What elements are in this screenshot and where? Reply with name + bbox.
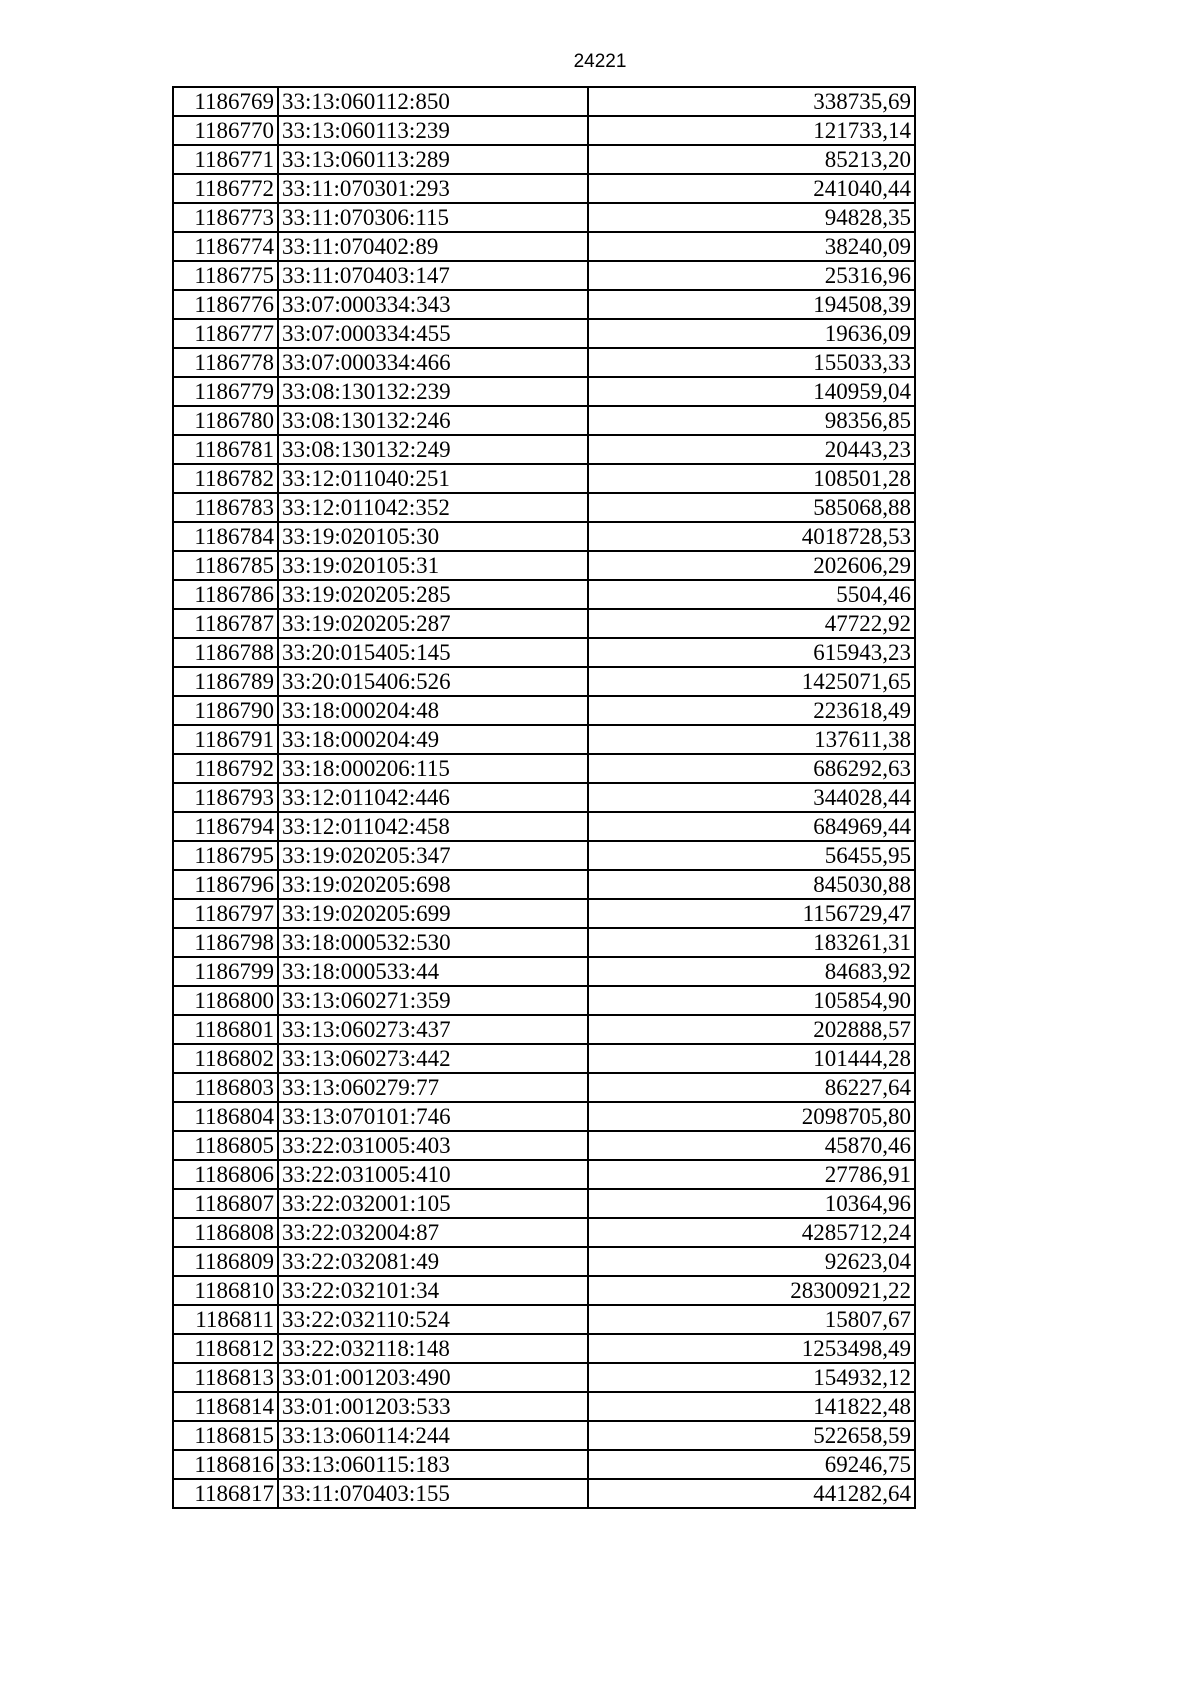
cadastral-number-cell: 33:11:070301:293 (278, 174, 588, 203)
table-row (173, 290, 915, 319)
cadastral-value-cell: 441282,64 (588, 1479, 915, 1508)
table-row (173, 1392, 915, 1421)
cadastral-number-cell: 33:13:060114:244 (278, 1421, 588, 1450)
cadastral-number-cell: 33:13:060112:850 (278, 87, 588, 116)
table-body (173, 87, 915, 1508)
row-number-cell: 1186773 (173, 203, 278, 232)
cadastral-value-cell: 845030,88 (588, 870, 915, 899)
cadastral-value-cell: 344028,44 (588, 783, 915, 812)
row-number-cell: 1186805 (173, 1131, 278, 1160)
row-number-cell: 1186809 (173, 1247, 278, 1276)
cadastral-number-cell: 33:19:020205:287 (278, 609, 588, 638)
cadastral-value-cell: 241040,44 (588, 174, 915, 203)
cadastral-number-cell: 33:22:032081:49 (278, 1247, 588, 1276)
cadastral-value-cell: 522658,59 (588, 1421, 915, 1450)
row-number-cell: 1186776 (173, 290, 278, 319)
cadastral-number-cell: 33:22:032001:105 (278, 1189, 588, 1218)
row-number-cell: 1186793 (173, 783, 278, 812)
row-number-cell: 1186778 (173, 348, 278, 377)
cadastral-number-cell: 33:19:020205:285 (278, 580, 588, 609)
row-number-cell: 1186775 (173, 261, 278, 290)
table-row (173, 1015, 915, 1044)
row-number-cell: 1186807 (173, 1189, 278, 1218)
table-row (173, 957, 915, 986)
cadastral-value-cell: 223618,49 (588, 696, 915, 725)
row-number-cell: 1186789 (173, 667, 278, 696)
table-row (173, 841, 915, 870)
table-row (173, 1131, 915, 1160)
table-row (173, 1073, 915, 1102)
row-number-cell: 1186791 (173, 725, 278, 754)
table-row (173, 377, 915, 406)
table-row (173, 812, 915, 841)
row-number-cell: 1186804 (173, 1102, 278, 1131)
cadastral-number-cell: 33:01:001203:490 (278, 1363, 588, 1392)
cadastral-value-cell: 47722,92 (588, 609, 915, 638)
cadastral-value-cell: 94828,35 (588, 203, 915, 232)
row-number-cell: 1186792 (173, 754, 278, 783)
row-number-cell: 1186806 (173, 1160, 278, 1189)
row-number-cell: 1186808 (173, 1218, 278, 1247)
row-number-cell: 1186794 (173, 812, 278, 841)
cadastral-value-cell: 1156729,47 (588, 899, 915, 928)
cadastral-number-cell: 33:19:020205:698 (278, 870, 588, 899)
table-row (173, 87, 915, 116)
cadastral-value-cell: 202888,57 (588, 1015, 915, 1044)
row-number-cell: 1186771 (173, 145, 278, 174)
table-row (173, 145, 915, 174)
cadastral-number-cell: 33:12:011042:458 (278, 812, 588, 841)
table-row (173, 464, 915, 493)
cadastral-value-cell: 45870,46 (588, 1131, 915, 1160)
cadastral-number-cell: 33:11:070306:115 (278, 203, 588, 232)
row-number-cell: 1186814 (173, 1392, 278, 1421)
row-number-cell: 1186777 (173, 319, 278, 348)
cadastral-value-cell: 4285712,24 (588, 1218, 915, 1247)
table-row (173, 870, 915, 899)
cadastral-number-cell: 33:13:060271:359 (278, 986, 588, 1015)
row-number-cell: 1186790 (173, 696, 278, 725)
row-number-cell: 1186782 (173, 464, 278, 493)
row-number-cell: 1186811 (173, 1305, 278, 1334)
cadastral-number-cell: 33:07:000334:466 (278, 348, 588, 377)
table-row (173, 696, 915, 725)
cadastral-number-cell: 33:13:060273:437 (278, 1015, 588, 1044)
cadastral-value-cell: 121733,14 (588, 116, 915, 145)
cadastral-value-cell: 19636,09 (588, 319, 915, 348)
row-number-cell: 1186817 (173, 1479, 278, 1508)
cadastral-number-cell: 33:18:000204:49 (278, 725, 588, 754)
cadastral-value-table (172, 86, 916, 1509)
cadastral-value-cell: 27786,91 (588, 1160, 915, 1189)
cadastral-number-cell: 33:13:070101:746 (278, 1102, 588, 1131)
table-row (173, 1421, 915, 1450)
table-row (173, 1189, 915, 1218)
cadastral-number-cell: 33:22:031005:403 (278, 1131, 588, 1160)
cadastral-value-cell: 84683,92 (588, 957, 915, 986)
cadastral-number-cell: 33:22:032004:87 (278, 1218, 588, 1247)
cadastral-value-cell: 20443,23 (588, 435, 915, 464)
cadastral-number-cell: 33:19:020205:347 (278, 841, 588, 870)
row-number-cell: 1186788 (173, 638, 278, 667)
row-number-cell: 1186815 (173, 1421, 278, 1450)
cadastral-number-cell: 33:11:070403:147 (278, 261, 588, 290)
cadastral-number-cell: 33:12:011042:352 (278, 493, 588, 522)
cadastral-value-cell: 154932,12 (588, 1363, 915, 1392)
cadastral-number-cell: 33:01:001203:533 (278, 1392, 588, 1421)
cadastral-value-cell: 585068,88 (588, 493, 915, 522)
cadastral-number-cell: 33:20:015406:526 (278, 667, 588, 696)
cadastral-value-cell: 194508,39 (588, 290, 915, 319)
cadastral-value-cell: 137611,38 (588, 725, 915, 754)
cadastral-value-cell: 86227,64 (588, 1073, 915, 1102)
cadastral-number-cell: 33:13:060115:183 (278, 1450, 588, 1479)
row-number-cell: 1186801 (173, 1015, 278, 1044)
table-row (173, 1305, 915, 1334)
cadastral-number-cell: 33:18:000533:44 (278, 957, 588, 986)
cadastral-value-cell: 15807,67 (588, 1305, 915, 1334)
cadastral-value-cell: 1425071,65 (588, 667, 915, 696)
row-number-cell: 1186769 (173, 87, 278, 116)
table-row (173, 319, 915, 348)
table-row (173, 1479, 915, 1508)
cadastral-number-cell: 33:11:070402:89 (278, 232, 588, 261)
table-row (173, 551, 915, 580)
table-row (173, 1363, 915, 1392)
row-number-cell: 1186802 (173, 1044, 278, 1073)
table-row (173, 261, 915, 290)
cadastral-value-cell: 108501,28 (588, 464, 915, 493)
cadastral-value-cell: 105854,90 (588, 986, 915, 1015)
cadastral-number-cell: 33:13:060113:239 (278, 116, 588, 145)
cadastral-number-cell: 33:19:020105:30 (278, 522, 588, 551)
table-row (173, 1102, 915, 1131)
table-row (173, 1450, 915, 1479)
cadastral-value-cell: 85213,20 (588, 145, 915, 174)
cadastral-number-cell: 33:20:015405:145 (278, 638, 588, 667)
table-row (173, 1276, 915, 1305)
row-number-cell: 1186798 (173, 928, 278, 957)
table-row (173, 783, 915, 812)
table-row (173, 609, 915, 638)
row-number-cell: 1186813 (173, 1363, 278, 1392)
row-number-cell: 1186774 (173, 232, 278, 261)
cadastral-value-cell: 5504,46 (588, 580, 915, 609)
cadastral-value-cell: 338735,69 (588, 87, 915, 116)
row-number-cell: 1186795 (173, 841, 278, 870)
table-row (173, 1218, 915, 1247)
row-number-cell: 1186779 (173, 377, 278, 406)
cadastral-number-cell: 33:22:032118:148 (278, 1334, 588, 1363)
cadastral-number-cell: 33:18:000204:48 (278, 696, 588, 725)
row-number-cell: 1186770 (173, 116, 278, 145)
row-number-cell: 1186803 (173, 1073, 278, 1102)
cadastral-number-cell: 33:22:032110:524 (278, 1305, 588, 1334)
cadastral-value-cell: 140959,04 (588, 377, 915, 406)
cadastral-number-cell: 33:07:000334:343 (278, 290, 588, 319)
cadastral-number-cell: 33:13:060113:289 (278, 145, 588, 174)
row-number-cell: 1186772 (173, 174, 278, 203)
cadastral-number-cell: 33:13:060279:77 (278, 1073, 588, 1102)
table-row (173, 1044, 915, 1073)
row-number-cell: 1186786 (173, 580, 278, 609)
cadastral-number-cell: 33:07:000334:455 (278, 319, 588, 348)
cadastral-number-cell: 33:18:000532:530 (278, 928, 588, 957)
table-row (173, 1247, 915, 1276)
cadastral-value-cell: 615943,23 (588, 638, 915, 667)
cadastral-value-cell: 2098705,80 (588, 1102, 915, 1131)
cadastral-value-cell: 92623,04 (588, 1247, 915, 1276)
cadastral-value-cell: 183261,31 (588, 928, 915, 957)
cadastral-number-cell: 33:08:130132:239 (278, 377, 588, 406)
cadastral-number-cell: 33:22:032101:34 (278, 1276, 588, 1305)
row-number-cell: 1186796 (173, 870, 278, 899)
table-row (173, 522, 915, 551)
cadastral-value-cell: 684969,44 (588, 812, 915, 841)
table-row (173, 986, 915, 1015)
row-number-cell: 1186784 (173, 522, 278, 551)
row-number-cell: 1186800 (173, 986, 278, 1015)
table-row (173, 667, 915, 696)
cadastral-number-cell: 33:19:020205:699 (278, 899, 588, 928)
table-row (173, 406, 915, 435)
cadastral-number-cell: 33:12:011042:446 (278, 783, 588, 812)
cadastral-value-cell: 38240,09 (588, 232, 915, 261)
row-number-cell: 1186799 (173, 957, 278, 986)
cadastral-value-cell: 141822,48 (588, 1392, 915, 1421)
row-number-cell: 1186810 (173, 1276, 278, 1305)
cadastral-value-cell: 101444,28 (588, 1044, 915, 1073)
table-row (173, 348, 915, 377)
cadastral-number-cell: 33:08:130132:249 (278, 435, 588, 464)
cadastral-number-cell: 33:19:020105:31 (278, 551, 588, 580)
table-row (173, 174, 915, 203)
cadastral-number-cell: 33:22:031005:410 (278, 1160, 588, 1189)
cadastral-value-cell: 686292,63 (588, 754, 915, 783)
table-row (173, 493, 915, 522)
cadastral-number-cell: 33:08:130132:246 (278, 406, 588, 435)
cadastral-value-cell: 25316,96 (588, 261, 915, 290)
cadastral-value-cell: 10364,96 (588, 1189, 915, 1218)
cadastral-value-cell: 98356,85 (588, 406, 915, 435)
cadastral-number-cell: 33:11:070403:155 (278, 1479, 588, 1508)
row-number-cell: 1186797 (173, 899, 278, 928)
table-row (173, 754, 915, 783)
table-row (173, 638, 915, 667)
table-row (173, 725, 915, 754)
row-number-cell: 1186780 (173, 406, 278, 435)
table-row (173, 435, 915, 464)
cadastral-number-cell: 33:18:000206:115 (278, 754, 588, 783)
cadastral-value-cell: 202606,29 (588, 551, 915, 580)
table-row (173, 232, 915, 261)
table-row (173, 1334, 915, 1363)
cadastral-number-cell: 33:12:011040:251 (278, 464, 588, 493)
table-row (173, 580, 915, 609)
table-row (173, 203, 915, 232)
row-number-cell: 1186781 (173, 435, 278, 464)
row-number-cell: 1186787 (173, 609, 278, 638)
cadastral-value-cell: 1253498,49 (588, 1334, 915, 1363)
cadastral-value-cell: 4018728,53 (588, 522, 915, 551)
row-number-cell: 1186785 (173, 551, 278, 580)
table-row (173, 116, 915, 145)
cadastral-number-cell: 33:13:060273:442 (278, 1044, 588, 1073)
cadastral-value-cell: 28300921,22 (588, 1276, 915, 1305)
cadastral-value-cell: 155033,33 (588, 348, 915, 377)
cadastral-value-cell: 56455,95 (588, 841, 915, 870)
table-row (173, 899, 915, 928)
row-number-cell: 1186816 (173, 1450, 278, 1479)
row-number-cell: 1186783 (173, 493, 278, 522)
row-number-cell: 1186812 (173, 1334, 278, 1363)
table-row (173, 1160, 915, 1189)
table-row (173, 928, 915, 957)
page-number: 24221 (573, 51, 627, 72)
cadastral-value-cell: 69246,75 (588, 1450, 915, 1479)
